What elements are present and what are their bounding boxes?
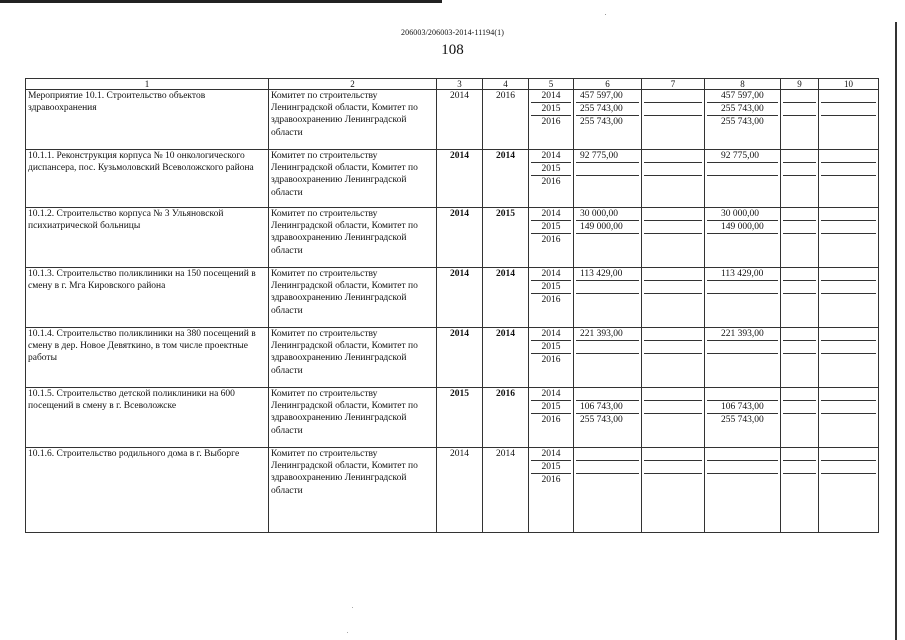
- executor: Комитет по строительству Ленинградской области, Комитет по здравоохранению Ленинградской области: [269, 208, 437, 268]
- amount-column-8-cell: 457 597,00: [707, 90, 778, 103]
- start-year: [437, 388, 483, 448]
- column-9-cell: [783, 90, 816, 103]
- column-7: [642, 448, 705, 533]
- column-9: [781, 90, 819, 150]
- column-10-cell: [821, 103, 876, 116]
- column-10: [819, 90, 879, 150]
- column-10-cell: [821, 341, 876, 354]
- column-9-cell: [783, 234, 816, 246]
- year-column-cell: 2016: [541, 177, 561, 188]
- column-number-row: [26, 79, 879, 90]
- amount-column-6-cell: 255 743,00: [576, 103, 639, 116]
- year-column-cell: 2015: [531, 341, 571, 354]
- amount-column-6: [574, 448, 642, 533]
- column-10: [819, 268, 879, 328]
- year-column: [529, 448, 574, 533]
- end-year: [483, 328, 529, 388]
- column-number-5: 5: [529, 79, 574, 90]
- start-year: [437, 90, 483, 150]
- executor: Комитет по строительству Ленинградской области, Комитет по здравоохранению Ленинградской области: [269, 328, 437, 388]
- column-7-cell: [644, 150, 702, 163]
- end-year: [483, 448, 529, 533]
- end-year: [483, 388, 529, 448]
- start-year-value: 2015: [450, 389, 469, 399]
- end-year: [483, 90, 529, 150]
- end-year: [483, 150, 529, 208]
- amount-column-6-cell: 30 000,00: [576, 208, 639, 221]
- column-10-cell: [821, 268, 876, 281]
- column-10-cell: [821, 116, 876, 128]
- year-column-cell: 2014: [531, 150, 571, 163]
- column-7-cell: [644, 401, 702, 414]
- year-column: [529, 268, 574, 328]
- column-7-cell: [644, 176, 702, 188]
- amount-column-8: [705, 448, 781, 533]
- column-9-cell: [783, 474, 816, 486]
- amount-column-8-cell: [707, 176, 778, 188]
- column-7-cell: [644, 116, 702, 128]
- amount-column-8-cell: [707, 281, 778, 294]
- column-9-cell: [783, 354, 816, 366]
- amount-column-8-cell: [707, 341, 778, 354]
- column-9: [781, 268, 819, 328]
- column-10: [819, 150, 879, 208]
- end-year-value: 2016: [496, 389, 515, 399]
- column-10-cell: [821, 448, 876, 461]
- column-7-cell: [644, 221, 702, 234]
- year-column-cell: 2014: [531, 328, 571, 341]
- column-7-cell: [644, 328, 702, 341]
- amount-column-8-cell: 221 393,00: [707, 328, 778, 341]
- year-column-cell: 2016: [541, 295, 561, 306]
- amount-column-6-cell: 457 597,00: [576, 90, 639, 103]
- year-column: [529, 150, 574, 208]
- end-year-value: 2014: [496, 449, 515, 459]
- document-id: 206003/206003-2014-11194(1): [401, 28, 504, 37]
- amount-column-6-cell: 106 743,00: [576, 401, 639, 414]
- amount-column-8-cell: [707, 461, 778, 474]
- column-7-cell: [644, 281, 702, 294]
- column-10-cell: [821, 234, 876, 246]
- column-number-6: 6: [574, 79, 642, 90]
- column-7-cell: [644, 163, 702, 176]
- column-7-cell: [644, 388, 702, 401]
- year-column: [529, 208, 574, 268]
- column-10-cell: [821, 150, 876, 163]
- column-10-cell: [821, 388, 876, 401]
- executor: Комитет по строительству Ленинградской области, Комитет по здравоохранению Ленинградской области: [269, 268, 437, 328]
- table-row: [26, 150, 879, 208]
- column-7-cell: [644, 103, 702, 116]
- end-year-value: 2015: [496, 209, 515, 219]
- column-number-9: 9: [781, 79, 819, 90]
- start-year: [437, 448, 483, 533]
- column-10: [819, 448, 879, 533]
- start-year: [437, 150, 483, 208]
- column-9-cell: [783, 281, 816, 294]
- executor: Комитет по строительству Ленинградской области, Комитет по здравоохранению Ленинградской области: [269, 388, 437, 448]
- column-10-cell: [821, 176, 876, 188]
- column-number-2: 2: [269, 79, 437, 90]
- year-column-cell: 2016: [541, 117, 561, 128]
- column-7-cell: [644, 448, 702, 461]
- amount-column-8: [705, 90, 781, 150]
- amount-column-6-cell: 149 000,00: [576, 221, 639, 234]
- column-9-cell: [783, 221, 816, 234]
- column-number-10: 10: [819, 79, 879, 90]
- amount-column-6-cell: [576, 176, 639, 188]
- column-10-cell: [821, 221, 876, 234]
- column-9-cell: [783, 163, 816, 176]
- column-7-cell: [644, 268, 702, 281]
- amount-column-6-cell: 255 743,00: [580, 415, 623, 426]
- scan-speck: [347, 632, 348, 633]
- column-10-cell: [821, 354, 876, 366]
- column-7: [642, 90, 705, 150]
- amount-column-8-cell: [707, 294, 778, 306]
- column-9-cell: [783, 448, 816, 461]
- amount-column-6-cell: 221 393,00: [576, 328, 639, 341]
- column-7: [642, 328, 705, 388]
- amount-column-8-cell: 30 000,00: [707, 208, 778, 221]
- year-column-cell: 2015: [531, 461, 571, 474]
- scan-right-edge: [895, 22, 897, 640]
- table-row: [26, 448, 879, 533]
- year-column-cell: 2014: [531, 208, 571, 221]
- column-7-cell: [644, 354, 702, 366]
- column-9-cell: [783, 176, 816, 188]
- column-7: [642, 268, 705, 328]
- column-9-cell: [783, 208, 816, 221]
- amount-column-8-cell: [707, 354, 778, 366]
- column-7: [642, 150, 705, 208]
- end-year-value: 2014: [496, 269, 515, 279]
- amount-column-8-cell: 106 743,00: [707, 401, 778, 414]
- activity-name: 10.1.6. Строительство родильного дома в г. Выборге: [26, 448, 269, 533]
- amount-column-6-cell: [576, 461, 639, 474]
- year-column: [529, 388, 574, 448]
- year-column-cell: 2016: [541, 475, 561, 486]
- page-number: 108: [441, 42, 464, 58]
- column-9: [781, 388, 819, 448]
- end-year-value: 2016: [496, 91, 515, 101]
- start-year: [437, 208, 483, 268]
- activity-name: 10.1.2. Строительство корпуса № 3 Ульяновской психиатрической больницы: [26, 208, 269, 268]
- amount-column-6-cell: 113 429,00: [576, 268, 639, 281]
- year-column-cell: 2015: [531, 103, 571, 116]
- column-9-cell: [783, 461, 816, 474]
- amount-column-6-cell: [576, 388, 639, 401]
- start-year-value: 2014: [450, 449, 469, 459]
- year-column-cell: 2016: [541, 415, 561, 426]
- program-table: [25, 78, 879, 533]
- year-column: [529, 90, 574, 150]
- column-7-cell: [644, 208, 702, 221]
- column-7-cell: [644, 90, 702, 103]
- amount-column-8-cell: [707, 388, 778, 401]
- amount-column-6-cell: 92 775,00: [576, 150, 639, 163]
- activity-name: 10.1.1. Реконструкция корпуса № 10 онкологического диспансера, пос. Кузьмоловский Всеволожского района: [26, 150, 269, 208]
- executor: Комитет по строительству Ленинградской области, Комитет по здравоохранению Ленинградской области: [269, 90, 437, 150]
- start-year-value: 2014: [450, 209, 469, 219]
- scan-top-bar: [0, 0, 442, 3]
- amount-column-6: [574, 328, 642, 388]
- column-7: [642, 388, 705, 448]
- table-row: [26, 388, 879, 448]
- column-9-cell: [783, 103, 816, 116]
- column-7-cell: [644, 474, 702, 486]
- year-column-cell: 2015: [531, 281, 571, 294]
- column-9-cell: [783, 150, 816, 163]
- end-year-value: 2014: [496, 329, 515, 339]
- amount-column-6: [574, 268, 642, 328]
- column-9-cell: [783, 328, 816, 341]
- amount-column-6-cell: [576, 341, 639, 354]
- activity-name: Мероприятие 10.1. Строительство объектов здравоохранения: [26, 90, 269, 150]
- table-row: [26, 208, 879, 268]
- column-9-cell: [783, 294, 816, 306]
- column-9-cell: [783, 388, 816, 401]
- amount-column-6-cell: [576, 294, 639, 306]
- column-10-cell: [821, 414, 876, 426]
- column-10-cell: [821, 208, 876, 221]
- end-year-value: 2014: [496, 151, 515, 161]
- column-10-cell: [821, 401, 876, 414]
- year-column: [529, 328, 574, 388]
- amount-column-6-cell: [576, 354, 639, 366]
- executor: Комитет по строительству Ленинградской области, Комитет по здравоохранению Ленинградской области: [269, 150, 437, 208]
- column-7: [642, 208, 705, 268]
- year-column-cell: 2014: [531, 268, 571, 281]
- start-year: [437, 268, 483, 328]
- column-10-cell: [821, 474, 876, 486]
- column-10-cell: [821, 90, 876, 103]
- column-10-cell: [821, 328, 876, 341]
- start-year-value: 2014: [450, 151, 469, 161]
- column-10: [819, 388, 879, 448]
- column-9: [781, 150, 819, 208]
- amount-column-8-cell: [707, 234, 778, 246]
- amount-column-8-cell: 255 743,00: [707, 103, 778, 116]
- table-row: [26, 268, 879, 328]
- column-10-cell: [821, 294, 876, 306]
- amount-column-8-cell: [707, 474, 778, 486]
- column-7-cell: [644, 341, 702, 354]
- table-row: [26, 90, 879, 150]
- column-7-cell: [644, 234, 702, 246]
- column-9-cell: [783, 401, 816, 414]
- year-column-cell: 2014: [531, 90, 571, 103]
- column-7-cell: [644, 461, 702, 474]
- column-number-7: 7: [642, 79, 705, 90]
- amount-column-8: [705, 328, 781, 388]
- column-9-cell: [783, 268, 816, 281]
- amount-column-8-cell: [707, 448, 778, 461]
- amount-column-8-cell: 255 743,00: [721, 117, 764, 128]
- year-column-cell: 2016: [541, 235, 561, 246]
- amount-column-6: [574, 208, 642, 268]
- end-year: [483, 208, 529, 268]
- year-column-cell: 2016: [541, 355, 561, 366]
- amount-column-8: [705, 268, 781, 328]
- activity-name: 10.1.4. Строительство поликлиники на 380 посещений в смену в дер. Новое Девяткино, в том числе проектные работы: [26, 328, 269, 388]
- amount-column-6-cell: [576, 234, 639, 246]
- start-year-value: 2014: [450, 329, 469, 339]
- start-year: [437, 328, 483, 388]
- amount-column-8: [705, 388, 781, 448]
- amount-column-8-cell: 92 775,00: [707, 150, 778, 163]
- amount-column-6: [574, 90, 642, 150]
- column-9-cell: [783, 414, 816, 426]
- start-year-value: 2014: [450, 91, 469, 101]
- activity-name: 10.1.3. Строительство поликлиники на 150 посещений в смену в г. Мга Кировского района: [26, 268, 269, 328]
- column-10-cell: [821, 163, 876, 176]
- column-9: [781, 328, 819, 388]
- column-10: [819, 208, 879, 268]
- amount-column-6-cell: [576, 281, 639, 294]
- activity-name: 10.1.5. Строительство детской поликлиники на 600 посещений в смену в г. Всеволожске: [26, 388, 269, 448]
- column-number-8: 8: [705, 79, 781, 90]
- amount-column-6: [574, 388, 642, 448]
- year-column-cell: 2014: [531, 448, 571, 461]
- column-9-cell: [783, 116, 816, 128]
- column-9: [781, 448, 819, 533]
- scan-speck: [352, 607, 353, 608]
- amount-column-6-cell: 255 743,00: [580, 117, 623, 128]
- amount-column-8: [705, 208, 781, 268]
- column-9: [781, 208, 819, 268]
- column-7-cell: [644, 294, 702, 306]
- amount-column-6-cell: [576, 163, 639, 176]
- column-10-cell: [821, 461, 876, 474]
- amount-column-6: [574, 150, 642, 208]
- amount-column-8-cell: 255 743,00: [721, 415, 764, 426]
- year-column-cell: 2015: [531, 163, 571, 176]
- executor: Комитет по строительству Ленинградской области, Комитет по здравоохранению Ленинградской области: [269, 448, 437, 533]
- year-column-cell: 2015: [531, 221, 571, 234]
- year-column-cell: 2014: [531, 388, 571, 401]
- start-year-value: 2014: [450, 269, 469, 279]
- scan-speck: [605, 14, 606, 15]
- column-9-cell: [783, 341, 816, 354]
- amount-column-6-cell: [576, 448, 639, 461]
- end-year: [483, 268, 529, 328]
- column-10-cell: [821, 281, 876, 294]
- amount-column-8: [705, 150, 781, 208]
- column-number-1: 1: [26, 79, 269, 90]
- year-column-cell: 2015: [531, 401, 571, 414]
- amount-column-6-cell: [576, 474, 639, 486]
- amount-column-8-cell: [707, 163, 778, 176]
- amount-column-8-cell: 149 000,00: [707, 221, 778, 234]
- table-row: [26, 328, 879, 388]
- column-10: [819, 328, 879, 388]
- column-7-cell: [644, 414, 702, 426]
- column-number-4: 4: [483, 79, 529, 90]
- amount-column-8-cell: 113 429,00: [707, 268, 778, 281]
- column-number-3: 3: [437, 79, 483, 90]
